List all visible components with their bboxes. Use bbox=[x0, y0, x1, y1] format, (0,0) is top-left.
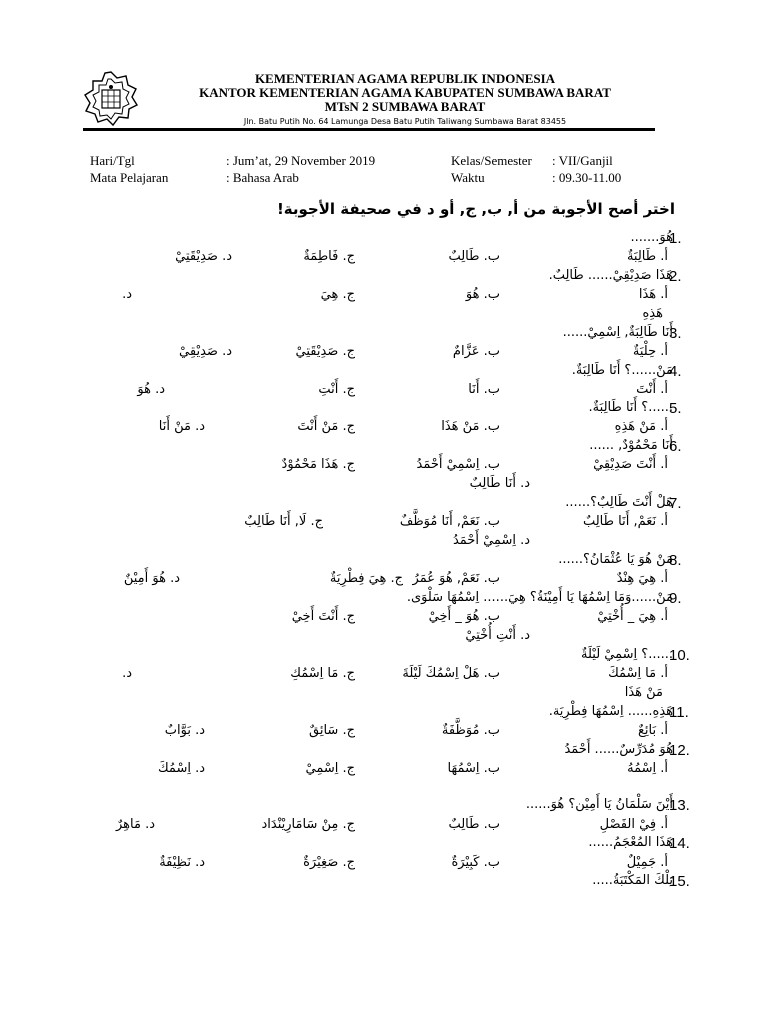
question-text: أَنَا طَالِبَةٌ, اِسْمِيْ...... bbox=[562, 325, 673, 340]
subject-label: Mata Pelajaran bbox=[90, 170, 169, 185]
option-b: ب. نَعَمْ, أَنَا مُوَظَّفٌ bbox=[399, 514, 500, 529]
option-d: د. صَدِيْقَتِيْ bbox=[175, 249, 232, 264]
option-d: د. أَنَا طَالِبٌ bbox=[469, 476, 530, 491]
question-number: 14. bbox=[669, 835, 690, 852]
option-d: د. bbox=[122, 287, 132, 302]
option-a: أ. طَالِبَةٌ bbox=[626, 249, 668, 264]
question-text: هُوَ مُدَرِّسٌ...... أَحْمَدُ bbox=[564, 742, 673, 757]
option-b: ب. هُوَ bbox=[465, 287, 500, 302]
option-c: ج. صَغِيْرَةٌ bbox=[303, 855, 355, 870]
option-b: ب. اِسْمِيْ أَحْمَدُ bbox=[416, 457, 500, 472]
question-number: 6. bbox=[669, 438, 682, 455]
question-text: هَذِهِ...... اِسْمُهَا فِطْرِيَة. bbox=[548, 704, 673, 719]
option-a: أ. اِسْمُهُ bbox=[627, 761, 668, 776]
option-b: ب. أَنَا bbox=[468, 382, 500, 397]
option-b: ب. طَالِبٌ bbox=[448, 249, 500, 264]
ministry-name: KEMENTERIAN AGAMA REPUBLIK INDONESIA bbox=[254, 71, 556, 86]
option-a: أ. فِيْ الفَصْلِ bbox=[599, 817, 668, 832]
option-b: ب. مَنْ هَذَا bbox=[441, 419, 500, 434]
class-semester-value: : VII/Ganjil bbox=[552, 153, 613, 168]
question-text: هَذَا المُعْجَمُ...... bbox=[588, 835, 673, 850]
option-a: أ. جَمِيْلٌ bbox=[626, 855, 668, 870]
option-b: ب. هَلْ اِسْمُكَ لَيْلَةَ bbox=[402, 666, 500, 681]
option-a: أ. نَعَمْ, أَنَا طَالِبٌ bbox=[582, 514, 668, 529]
option-a: أ. أَنْتَ bbox=[636, 382, 668, 397]
question-number: 5. bbox=[669, 400, 682, 417]
question-text: هُوَ....... bbox=[630, 230, 673, 245]
question-text: ......؟ اِسْمِيْ لَيْلَةٌ bbox=[581, 647, 673, 662]
question-text: ......؟ أَنَا طَالِبَةٌ. bbox=[588, 400, 673, 415]
option-a: أ. هِيَ _ أُخْتِيْ bbox=[597, 609, 668, 624]
option-b: ب. مُوَظَّفَةٌ bbox=[441, 723, 500, 738]
option-c: ج. مَا اِسْمُكِ bbox=[290, 666, 355, 681]
option-a: أ. هِيَ هِنْدٌ bbox=[616, 571, 668, 586]
option-c: ج. اِسْمِيْ bbox=[305, 761, 355, 776]
option-d: د. مَنْ أَنَا bbox=[158, 419, 205, 434]
question-text: مَنْ......؟ أَنَا طَالِبَةٌ. bbox=[571, 363, 673, 378]
option-a: أ. حِلْيَةٌ bbox=[632, 344, 668, 359]
question-number: 10. bbox=[669, 647, 690, 664]
option-a: أ. بَائِعٌ bbox=[638, 723, 668, 738]
kemenag-logo-icon bbox=[82, 70, 140, 130]
option-d: د. هُوَ bbox=[137, 382, 165, 397]
option-a: أ. هَذَا bbox=[638, 287, 668, 302]
option-c: ج. هِيَ فِطْرِيَةٌ bbox=[329, 571, 403, 586]
question-number: 2. bbox=[669, 268, 682, 285]
option-d: د. بَوَّابٌ bbox=[164, 723, 205, 738]
option-d: د. أَنْتِ أُخْتِيْ bbox=[465, 628, 530, 643]
question-text: تِلْكَ المَكْتَبَةُ..... bbox=[592, 873, 673, 888]
option-c: ج. هِيَ bbox=[320, 287, 355, 302]
day-date-label: Hari/Tgl bbox=[90, 153, 135, 168]
option-d: د. اِسْمُكَ bbox=[157, 761, 205, 776]
option-c: ج. هَذَا مَحْمُوْدٌ bbox=[281, 457, 355, 472]
time-label: Waktu bbox=[451, 170, 485, 185]
question-text: مَنْ......وَمَا اِسْمُهَا يَا أَمِيْنَةُ؟ هِيَ...... اِسْمُهَا سَلْوَى. bbox=[406, 590, 673, 605]
letterhead-divider bbox=[83, 128, 655, 131]
option-d: د. اِسْمِيْ أَحْمَدُ bbox=[452, 533, 530, 548]
option-c: ج. لَا, أَنَا طَالِبٌ bbox=[244, 514, 323, 529]
question-number: 1. bbox=[669, 230, 682, 247]
option-b: ب. نَعَمْ, هُوَ عُمَرُ bbox=[412, 571, 500, 586]
option-a: أ. مَنْ هَذِهِ bbox=[614, 419, 668, 434]
office-name: KANTOR KEMENTERIAN AGAMA KABUPATEN SUMBAWA BARAT bbox=[199, 85, 611, 100]
question-number: 3. bbox=[669, 325, 682, 342]
question-text: هَلْ أَنْتَ طَالِبٌ؟...... bbox=[565, 495, 673, 510]
option-d: د. مَاهِرٌ bbox=[115, 817, 155, 832]
option-c: ج. مَنْ أَنْتَ bbox=[297, 419, 355, 434]
school-name: MTsN 2 SUMBAWA BARAT bbox=[324, 99, 486, 114]
question-number: 4. bbox=[669, 363, 682, 380]
option-d: د. صَدِيْقِيْ bbox=[179, 344, 232, 359]
question-number: 7. bbox=[669, 495, 682, 512]
instruction-text: اختر أصح الأجوبة من أ, ب, ج, أو د في صحيفة الأجوبة! bbox=[276, 200, 675, 218]
question-text: أَنَا مَحْمُوْدٌ, ...... bbox=[589, 438, 673, 453]
question-text: هَذَا صَدِيْقِيْ...... طَالِبٌ. bbox=[548, 268, 673, 283]
option-d-text: مَنْ هَذَا bbox=[624, 685, 663, 700]
question-number: 8. bbox=[669, 552, 682, 569]
option-a: أ. أَنْتَ صَدِيْقِيْ bbox=[593, 457, 668, 472]
question-number: 12. bbox=[669, 742, 690, 759]
option-b: ب. طَالِبٌ bbox=[448, 817, 500, 832]
option-c: ج. فَاطِمَةٌ bbox=[303, 249, 355, 264]
option-b: ب. عَزَّامٌ bbox=[452, 344, 500, 359]
question-number: 15. bbox=[669, 873, 690, 890]
option-b: ب. هُوَ _ أَخِيْ bbox=[428, 609, 500, 624]
option-d-text: هَذِهِ bbox=[642, 306, 663, 321]
letterhead bbox=[150, 72, 660, 128]
school-address: Jln. Batu Putih No. 64 Lamunga Desa Batu Putih Taliwang Sumbawa Barat 83455 bbox=[243, 117, 567, 126]
option-d: د. نَظِيْفَةٌ bbox=[159, 855, 205, 870]
option-c: ج. مِنْ سَامَارِيْنْدَاد bbox=[261, 817, 355, 832]
question-text: أَيْنَ سَلْمَانُ يَا أَمِيْن؟ هُوَ...... bbox=[525, 797, 673, 812]
option-c: ج. صَدِيْقَتِيْ bbox=[295, 344, 355, 359]
question-number: 9. bbox=[669, 590, 682, 607]
option-d: د. bbox=[122, 666, 132, 681]
question-number: 13. bbox=[669, 797, 690, 814]
time-value: : 09.30-11.00 bbox=[552, 170, 622, 185]
option-b: ب. كَبِيْرَةٌ bbox=[451, 855, 500, 870]
subject-value: : Bahasa Arab bbox=[226, 170, 299, 185]
option-c: ج. سَائِقٌ bbox=[309, 723, 355, 738]
question-text: مَنْ هُوَ يَا عُثْمَانُ؟...... bbox=[558, 552, 673, 567]
option-c: ج. أَنْتِ bbox=[318, 382, 355, 397]
class-semester-label: Kelas/Semester bbox=[451, 153, 532, 168]
option-b: ب. اِسْمُهَا bbox=[447, 761, 500, 776]
question-number: 11. bbox=[669, 704, 689, 721]
day-date-value: : Jum’at, 29 November 2019 bbox=[226, 153, 376, 168]
option-c: ج. أَنْتَ أَخِيْ bbox=[291, 609, 355, 624]
option-d: د. هُوَ أَمِيْنٌ bbox=[123, 571, 180, 586]
option-a: أ. مَا اِسْمُكَ bbox=[608, 666, 668, 681]
